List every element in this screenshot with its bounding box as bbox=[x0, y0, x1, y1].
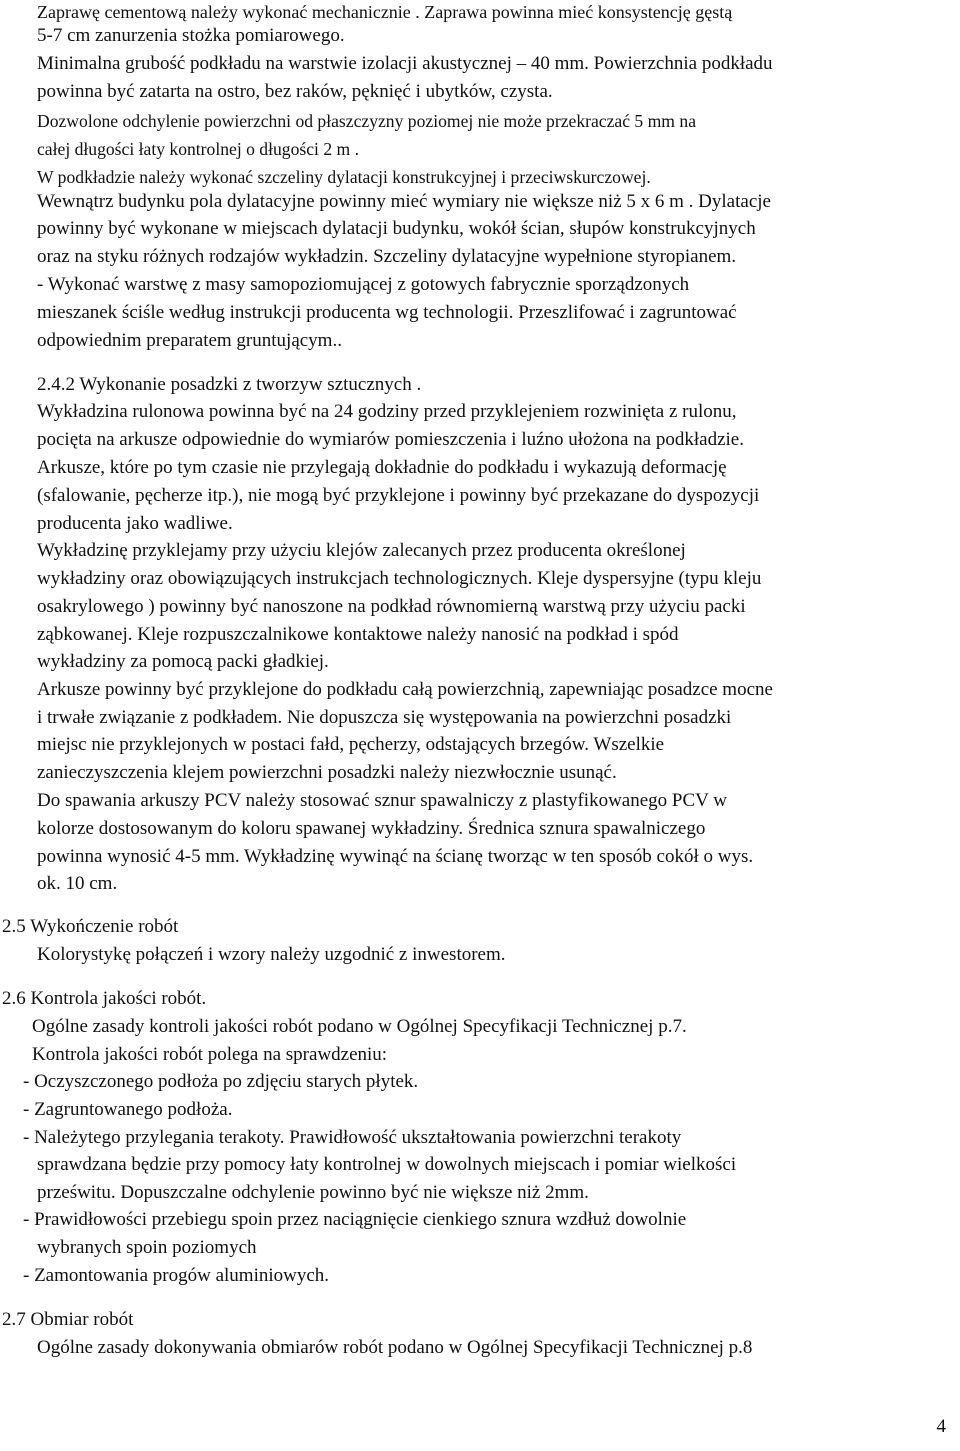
text-line: 5-7 cm zanurzenia stożka pomiarowego. bbox=[37, 25, 345, 46]
text-line: Kolorystykę połączeń i wzory należy uzgodnić z inwestorem. bbox=[37, 944, 506, 965]
text-line: - Zagruntowanego podłoża. bbox=[23, 1099, 233, 1120]
text-line: całej długości łaty kontrolnej o długości 2 m . bbox=[37, 139, 360, 159]
text-line: powinna wynosić 4-5 mm. Wykładzinę wywinąć na ścianę tworząc w ten sposób cokół o wys. bbox=[37, 846, 754, 867]
text-line: Wewnątrz budynku pola dylatacyjne powinny mieć wymiary nie większe niż 5 x 6 m . Dylatacje bbox=[37, 191, 771, 212]
text-line: zanieczyszczenia klejem powierzchni posadzki należy niezwłocznie usunąć. bbox=[37, 762, 617, 783]
text-line: powinny być wykonane w miejscach dylatacji budynku, wokół ścian, słupów konstrukcyjnych bbox=[37, 218, 756, 239]
text-line: 2.5 Wykończenie robót bbox=[2, 916, 179, 937]
text-line: wykładziny za pomocą packi gładkiej. bbox=[37, 651, 329, 672]
text-line: Ogólne zasady kontroli jakości robót podano w Ogólnej Specyfikacji Technicznej p.7. bbox=[32, 1016, 687, 1037]
text-line: 2.4.2 Wykonanie posadzki z tworzyw sztucznych . bbox=[37, 374, 422, 395]
text-line: Wykładzina rulonowa powinna być na 24 godziny przed przyklejeniem rozwinięta z rulonu, bbox=[37, 401, 737, 422]
text-line: Kontrola jakości robót polega na sprawdzeniu: bbox=[32, 1044, 388, 1065]
text-line: Arkusze, które po tym czasie nie przylegają dokładnie do podkładu i wykazują deformację bbox=[37, 457, 727, 478]
text-line: kolorze dostosowanym do koloru spawanej wykładziny. Średnica sznura spawalniczego bbox=[37, 818, 706, 839]
text-line: odpowiednim preparatem gruntującym.. bbox=[37, 330, 342, 351]
text-line: Wykładzinę przyklejamy przy użyciu klejów zalecanych przez producenta określonej bbox=[37, 540, 686, 561]
text-line: - Prawidłowości przebiegu spoin przez naciągnięcie cienkiego sznura wzdłuż dowolnie bbox=[23, 1209, 687, 1230]
text-line: Ogólne zasady dokonywania obmiarów robót podano w Ogólnej Specyfikacji Technicznej p.8 bbox=[37, 1337, 753, 1358]
text-line: mieszanek ściśle według instrukcji producenta wg technologii. Przeszlifować i zagruntować bbox=[37, 302, 737, 323]
text-line: sprawdzana będzie przy pomocy łaty kontrolnej w dowolnych miejscach i pomiar wielkości bbox=[37, 1154, 737, 1175]
text-line: wykładziny oraz obowiązujących instrukcjach technologicznych. Kleje dyspersyjne (typu kleju bbox=[37, 568, 762, 589]
text-line: producenta jako wadliwe. bbox=[37, 513, 233, 534]
text-line: pocięta na arkusze odpowiednie do wymiarów pomieszczenia i luźno ułożona na podkładzie. bbox=[37, 429, 744, 450]
text-line: ząbkowanej. Kleje rozpuszczalnikowe kontaktowe należy nanosić na podkład i spód bbox=[37, 624, 679, 645]
text-line: ok. 10 cm. bbox=[37, 873, 118, 894]
text-line: - Wykonać warstwę z masy samopoziomującej z gotowych fabrycznie sporządzonych bbox=[37, 274, 690, 295]
text-line: Dozwolone odchylenie powierzchni od płaszczyzny poziomej nie może przekraczać 5 mm na bbox=[37, 111, 697, 131]
text-line: i trwałe związanie z podkładem. Nie dopuszcza się występowania na powierzchni posadzki bbox=[37, 707, 732, 728]
page-number: 4 bbox=[936, 1416, 946, 1437]
text-line: 2.7 Obmiar robót bbox=[2, 1309, 134, 1330]
text-line: (sfalowanie, pęcherze itp.), nie mogą być przyklejone i powinny być przekazane do dyspozycji bbox=[37, 485, 760, 506]
text-line: oraz na styku różnych rodzajów wykładzin. Szczeliny dylatacyjne wypełnione styropianem. bbox=[37, 246, 737, 267]
text-line: Arkusze powinny być przyklejone do podkładu całą powierzchnią, zapewniając posadzce mocne bbox=[37, 679, 773, 700]
text-line: wybranych spoin poziomych bbox=[37, 1237, 257, 1258]
text-line: miejsc nie przyklejonych w postaci fałd, pęcherzy, odstających brzegów. Wszelkie bbox=[37, 734, 665, 755]
text-line: Do spawania arkuszy PCV należy stosować sznur spawalniczy z plastyfikowanego PCV w bbox=[37, 790, 728, 811]
text-line: W podkładzie należy wykonać szczeliny dylatacji konstrukcyjnej i przeciwskurczowej. bbox=[37, 167, 651, 187]
text-line: prześwitu. Dopuszczalne odchylenie powinno być nie większe niż 2mm. bbox=[37, 1182, 589, 1203]
text-line: - Zamontowania progów aluminiowych. bbox=[23, 1265, 330, 1286]
text-line: Zaprawę cementową należy wykonać mechanicznie . Zaprawa powinna mieć konsystencję gęstą bbox=[37, 2, 733, 22]
text-line: - Należytego przylegania terakoty. Prawidłowość ukształtowania powierzchni terakoty bbox=[23, 1127, 682, 1148]
text-line: Minimalna grubość podkładu na warstwie izolacji akustycznej – 40 mm. Powierzchnia podkładu bbox=[37, 53, 773, 74]
text-line: 2.6 Kontrola jakości robót. bbox=[2, 988, 207, 1009]
text-line: osakrylowego ) powinny być nanoszone na podkład równomierną warstwą przy użyciu packi bbox=[37, 596, 746, 617]
text-line: powinna być zatarta na ostro, bez raków, pęknięć i ubytków, czysta. bbox=[37, 81, 553, 102]
text-line: - Oczyszczonego podłoża po zdjęciu starych płytek. bbox=[23, 1071, 419, 1092]
